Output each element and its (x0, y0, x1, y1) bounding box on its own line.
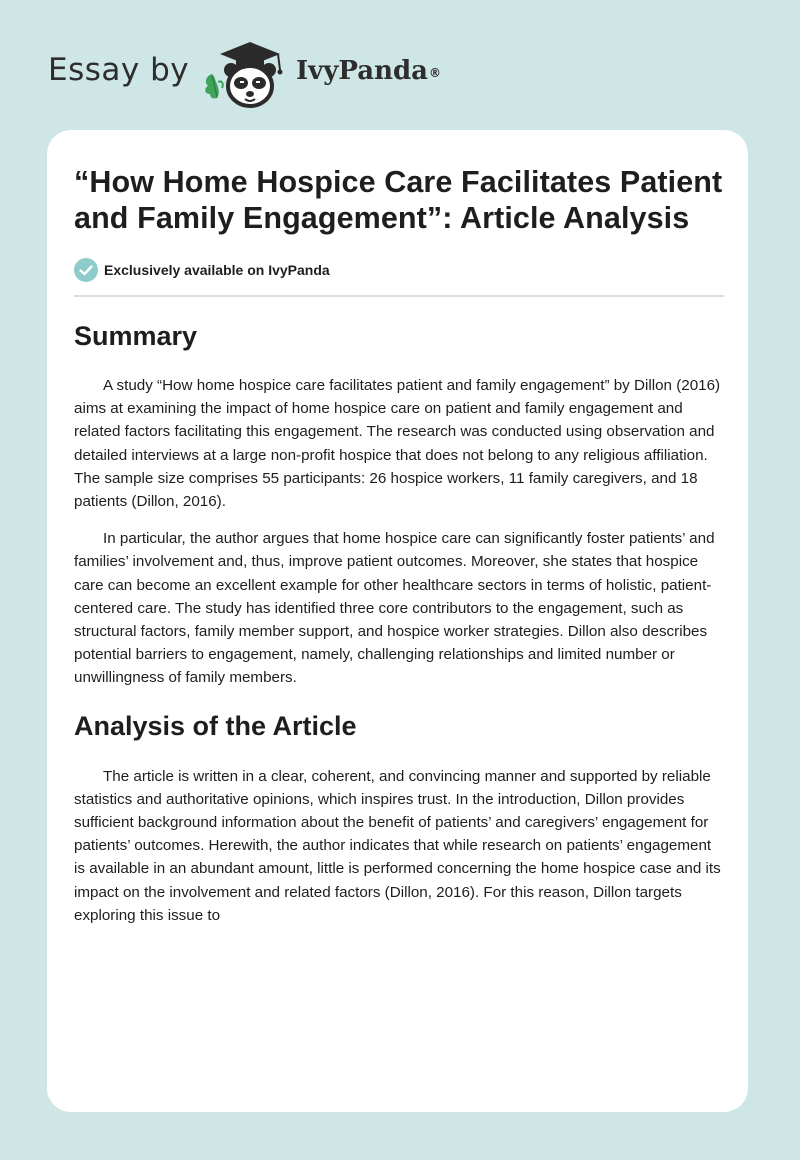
ivy-leaf-icon (205, 74, 223, 98)
exclusive-badge (74, 257, 724, 283)
registered-mark: ® (429, 66, 442, 80)
brand-text: IvyPanda (296, 56, 429, 86)
brand-name[interactable] (296, 54, 441, 88)
analysis-paragraph: The article is written in a clear, coherent, and convincing manner and supported by reliable statistics and authoritative opinions, which inspires trust. In the introduction, Dillon provides sufficient background information about the benefit of patients’ and caregivers’ engagement for patients’ outcomes. Herewith, the author indicates that while research on patients’ engagement is available in an abundant amount, little is performed concerning the home hospice case and its impact on the involvement and related factors (Dillon, 2016). For this reason, Dillon targets exploring this issue to (74, 767, 721, 924)
article-title: “How Home Hospice Care Facilitates Patient and Family Engagement”: Article Analysis (74, 165, 723, 235)
title-divider (74, 295, 724, 297)
summary-paragraph: A study “How home hospice care facilitates patient and family engagement” by Dillon (2016) aims at examining the impact of home hospice care on patient and family engagement and related factors facilitating this engagement. The research was conducted using observation and detailed interviews at a large non-profit hospice that does not belong to any religious affiliation. The sample size comprises 55 participants: 26 hospice workers, 11 family caregivers, and 18 patients (Dillon, 2016). (74, 377, 721, 511)
section-heading-analysis: Analysis of the Article (74, 710, 357, 741)
panda-logo-icon[interactable] (200, 36, 290, 110)
exclusive-label: Exclusively available on IvyPanda (104, 262, 330, 278)
section-heading-summary: Summary (74, 321, 198, 351)
site-header (0, 0, 800, 120)
check-circle-icon (74, 258, 98, 282)
essay-by-label: Essay by (48, 52, 190, 88)
article-content (74, 164, 724, 927)
summary-paragraph: In particular, the author argues that home hospice care can significantly foster patients’ and families’ involvement and, thus, improve patient outcomes. Moreover, she states that hospice care can become an excellent example for other healthcare sectors in terms of holistic, patient-centered care. The study has identified three core contributors to the engagement, such as structural factors, family member support, and hospice worker strategies. Dillon also describes potential barriers to engagement, namely, challenging relationships and limited number or unwillingness of family members. (74, 530, 715, 687)
article-card (47, 130, 748, 1112)
